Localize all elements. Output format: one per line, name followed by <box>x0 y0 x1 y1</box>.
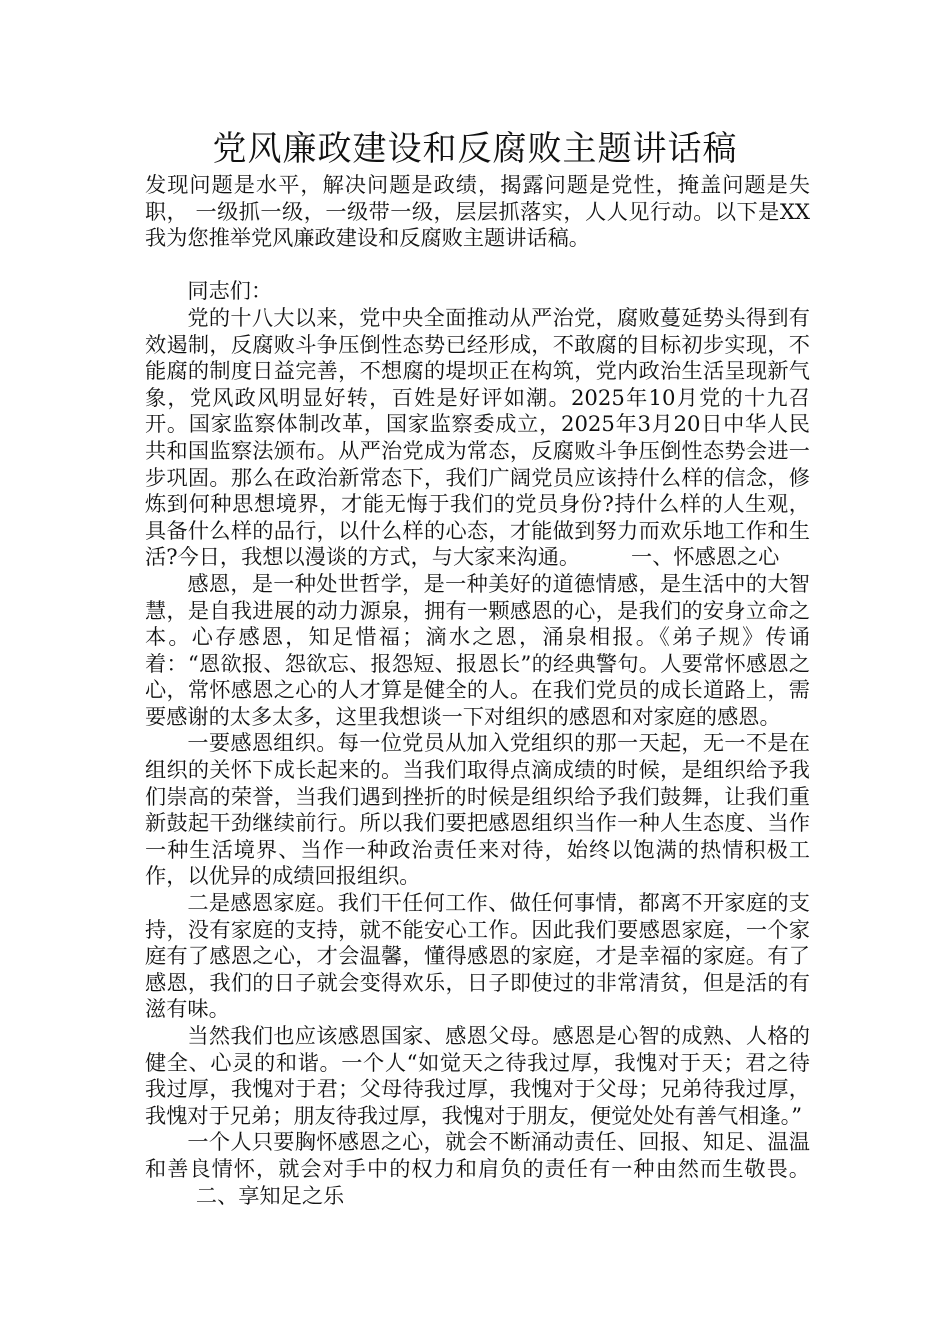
document-body <box>145 172 810 1209</box>
paragraph-1 <box>145 305 810 571</box>
paragraph-6-text: 一个人只要胸怀感恩之心，就会不断涌动责任、回报、知足、温温和善良情怀，就会对手中的权力和肩负的责任有一种由然而生敬畏。 <box>145 1129 810 1181</box>
paragraph-3: 一要感恩组织。每一位党员从加入党组织的那一天起，无一不是在组织的关怀下成长起来的。当我们取得点滴成绩的时候，是组织给予我们崇高的荣誉，当我们遇到挫折的时候是组织给予我们鼓舞，让我们重新鼓起干劲继续前行。所以我们要把感恩组织当作一种人生态度、当作一种生活境界、当作一种政治责任来对待，始终以饱满的热情积极工作，以优异的成绩回报组织。 <box>145 730 810 889</box>
document-title: 党风廉政建设和反腐败主题讲话稿 <box>212 129 738 169</box>
paragraph-4: 二是感恩家庭。我们干任何工作、做任何事情，都离不开家庭的支持，没有家庭的支持，就不能安心工作。因此我们要感恩家庭，一个家庭有了感恩之心，才会温馨，懂得感恩的家庭，才是幸福的家庭。有了感恩，我们的日子就会变得欢乐，日子即使过的非常清贫，但是活的有滋有味。 <box>145 890 810 1022</box>
intro-paragraph: 发现问题是水平，解决问题是政绩，揭露问题是党性，掩盖问题是失职， 一级抓一级，一级带一级，层层抓落实，人人见行动。以下是XX我为您推举党风廉政建设和反腐败主题讲话稿。 <box>145 172 810 251</box>
salutation: 同志们： <box>187 278 273 304</box>
paragraph-5: 当然我们也应该感恩国家、感恩父母。感恩是心智的成熟、人格的健全、心灵的和谐。一个人“如觉天之待我过厚，我愧对于天；君之待我过厚，我愧对于君；父母待我过厚，我愧对于父母；兄弟待我过厚，我愧对于兄弟；朋友待我过厚，我愧对于朋友，便觉处处有善气相逢。” <box>145 1023 810 1128</box>
paragraph-1-text: 党的十八大以来，党中央全面推动从严治党，腐败蔓延势头得到有效遏制，反腐败斗争压倒性态势已经形成，不敢腐的目标初步实现，不能腐的制度日益完善，不想腐的堤坝正在构筑，党内政治生活呈现新气象，党风政风明显好转，百姓是好评如潮。2025年10月党的十九召开。国家监察体制改革，国家监察委成立，2025年3月20日中华人民共和国监察法颁布。从严治党成为常态，反腐败斗争压倒性态势会进一步巩固。那么在政治新常态下，我们广阔党员应该持什么样的信念，修炼到何种思想境界，才能无悔于我们的党员身份?持什么样的人生观，具备什么样的品行，以什么样的心态，才能做到努力而欢乐地工作和生活?今日，我想以漫谈的方式，与大家来沟通。 <box>145 304 810 570</box>
section-heading-2: 二、享知足之乐 <box>195 1182 345 1208</box>
section-heading-1: 一、怀感恩之心 <box>631 544 780 570</box>
paragraph-2: 感恩，是一种处世哲学，是一种美好的道德情感，是生活中的大智慧，是自我进展的动力源泉，拥有一颗感恩的心，是我们的安身立命之本。心存感恩，知足惜福；滴水之恩，涌泉相报。《弟子规》传诵着：“恩欲报、怨欲忘、报怨短、报恩长”的经典警句。人要常怀感恩之心，常怀感恩之心的人才算是健全的人。在我们党员的成长道路上，需要感谢的太多太多，这里我想谈一下对组织的感恩和对家庭的感恩。 <box>145 570 810 729</box>
paragraph-spacer <box>145 252 810 279</box>
paragraph-6 <box>145 1129 810 1209</box>
